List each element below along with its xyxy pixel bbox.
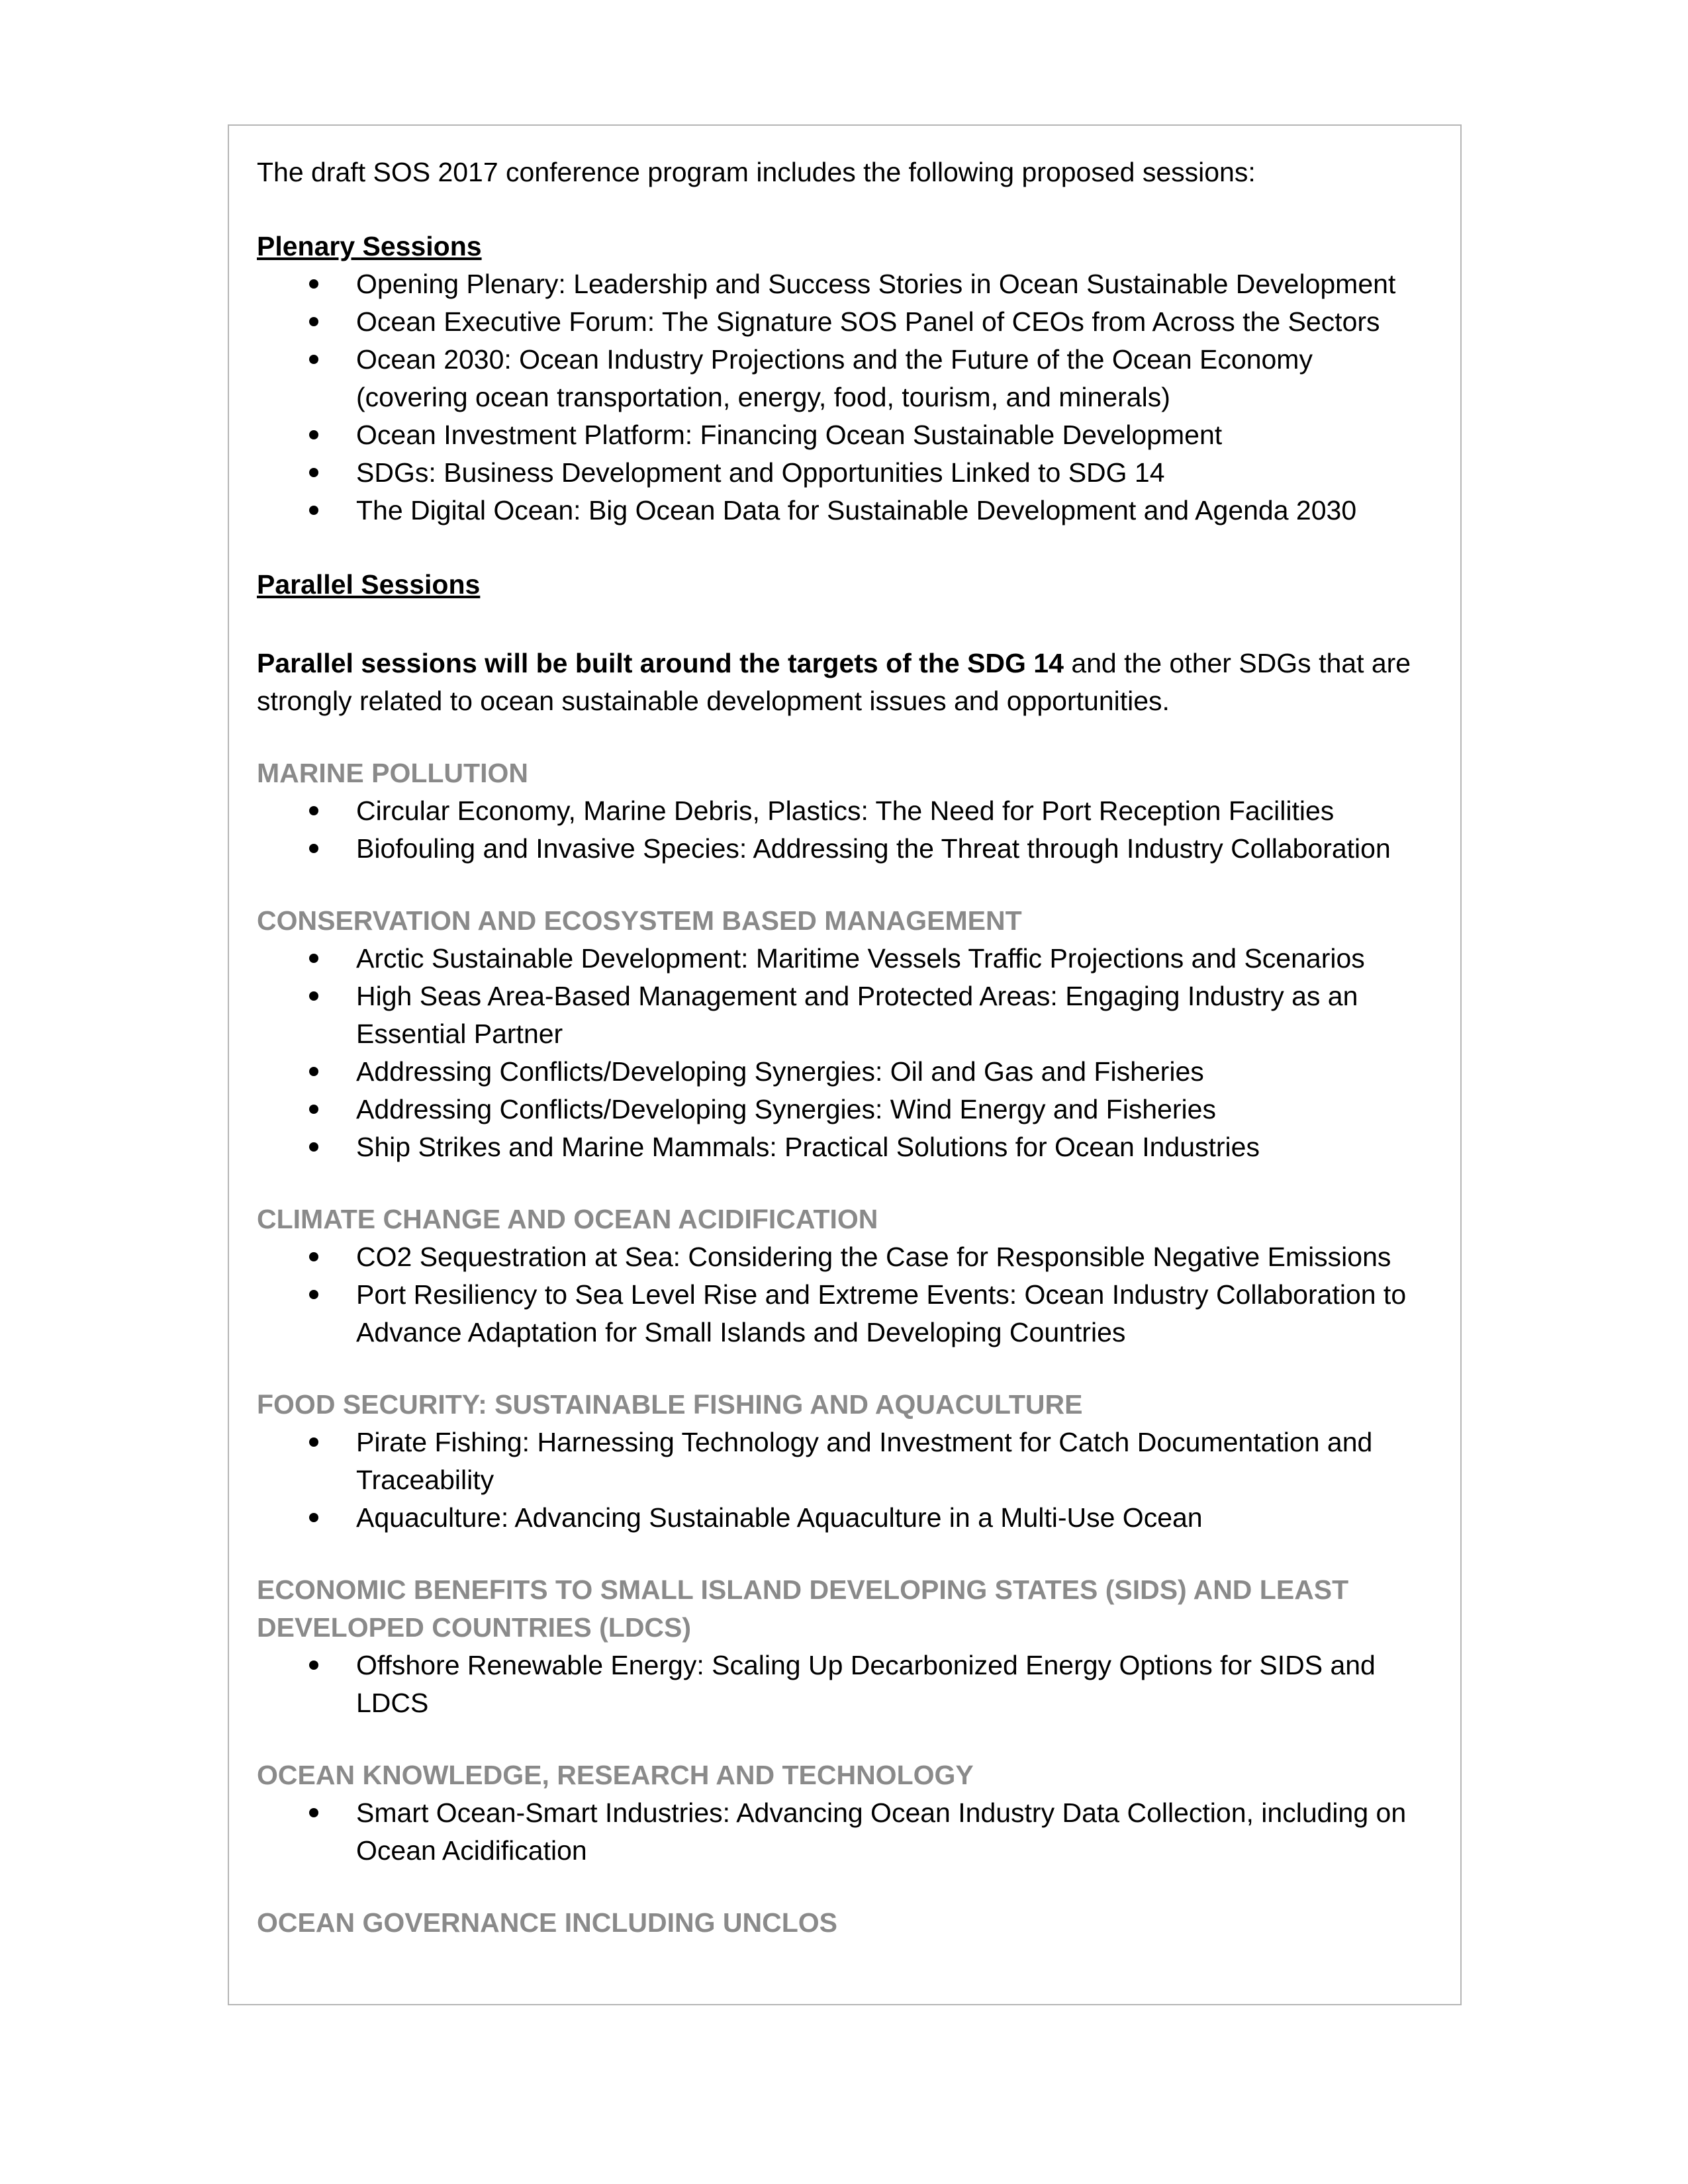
bullet-icon: [309, 1808, 318, 1817]
list-item: Ocean 2030: Ocean Industry Projections and the Future of the Ocean Economy (covering ocean transportation, energy, food, tourism, and minerals): [257, 341, 1442, 416]
list-item: High Seas Area-Based Management and Protected Areas: Engaging Industry as an Essential Partner: [257, 978, 1442, 1053]
bullet-icon: [309, 1437, 318, 1447]
category-heading-marine-pollution: MARINE POLLUTION: [257, 758, 528, 788]
plenary-list: [257, 265, 1442, 529]
category-heading-ocean-governance: OCEAN GOVERNANCE INCLUDING UNCLOS: [257, 1907, 837, 1938]
category-heading-ocean-knowledge: OCEAN KNOWLEDGE, RESEARCH AND TECHNOLOGY: [257, 1760, 974, 1790]
list-item: Opening Plenary: Leadership and Success Stories in Ocean Sustainable Development: [257, 265, 1442, 303]
bullet-icon: [309, 279, 318, 289]
bullet-icon: [309, 954, 318, 963]
list-item: CO2 Sequestration at Sea: Considering the Case for Responsible Negative Emissions: [257, 1238, 1442, 1276]
list-item: Offshore Renewable Energy: Scaling Up Decarbonized Energy Options for SIDS and LDCS: [257, 1647, 1442, 1722]
bullet-icon: [309, 1513, 318, 1522]
category-list-food-security: [257, 1424, 1442, 1537]
category-list-climate-change: [257, 1238, 1442, 1351]
list-item: Aquaculture: Advancing Sustainable Aquaculture in a Multi-Use Ocean: [257, 1499, 1442, 1537]
category-heading-conservation: CONSERVATION AND ECOSYSTEM BASED MANAGEMENT: [257, 905, 1022, 936]
parallel-description-bold: Parallel sessions will be built around the targets of the SDG 14: [257, 648, 1064, 678]
category-list-ocean-knowledge: [257, 1794, 1442, 1870]
category-heading-economic-benefits: ECONOMIC BENEFITS TO SMALL ISLAND DEVELOPING STATES (SIDS) AND LEAST DEVELOPED COUNTRIES (LDCS): [257, 1574, 1349, 1643]
bullet-icon: [309, 806, 318, 815]
intro-text: The draft SOS 2017 conference program includes the following proposed sessions:: [257, 157, 1256, 187]
bullet-icon: [309, 1142, 318, 1152]
list-item: Smart Ocean-Smart Industries: Advancing Ocean Industry Data Collection, including on Ocean Acidification: [257, 1794, 1442, 1870]
list-item: Addressing Conflicts/Developing Synergies: Oil and Gas and Fisheries: [257, 1053, 1442, 1091]
list-item: Biofouling and Invasive Species: Addressing the Threat through Industry Collaboration: [257, 830, 1442, 868]
list-item: SDGs: Business Development and Opportunities Linked to SDG 14: [257, 454, 1442, 492]
bullet-icon: [309, 844, 318, 853]
list-item: The Digital Ocean: Big Ocean Data for Sustainable Development and Agenda 2030: [257, 492, 1442, 529]
list-item: Addressing Conflicts/Developing Synergies: Wind Energy and Fisheries: [257, 1091, 1442, 1128]
bullet-icon: [309, 430, 318, 439]
bullet-icon: [309, 506, 318, 515]
category-heading-climate-change: CLIMATE CHANGE AND OCEAN ACIDIFICATION: [257, 1204, 878, 1234]
list-item: Port Resiliency to Sea Level Rise and Extreme Events: Ocean Industry Collaboration to Advance Adaptation for Small Islands and Developing Countries: [257, 1276, 1442, 1351]
list-item: Ocean Investment Platform: Financing Ocean Sustainable Development: [257, 416, 1442, 454]
parallel-description-rest: and the other SDGs that are strongly related to ocean sustainable development issues and opportunities.: [257, 648, 1411, 716]
category-list-conservation: [257, 940, 1442, 1166]
bullet-icon: [309, 355, 318, 364]
plenary-heading: Plenary Sessions: [257, 231, 482, 261]
category-list-marine-pollution: [257, 792, 1442, 868]
list-item: Pirate Fishing: Harnessing Technology and Investment for Catch Documentation and Traceability: [257, 1424, 1442, 1499]
list-item: Circular Economy, Marine Debris, Plastics: The Need for Port Reception Facilities: [257, 792, 1442, 830]
category-heading-food-security: FOOD SECURITY: SUSTAINABLE FISHING AND AQUACULTURE: [257, 1389, 1083, 1420]
bullet-icon: [309, 468, 318, 477]
parallel-description: [257, 645, 1442, 720]
list-item: Arctic Sustainable Development: Maritime Vessels Traffic Projections and Scenarios: [257, 940, 1442, 978]
bullet-icon: [309, 1661, 318, 1670]
bullet-icon: [309, 1067, 318, 1076]
bullet-icon: [309, 1252, 318, 1261]
list-item: Ocean Executive Forum: The Signature SOS Panel of CEOs from Across the Sectors: [257, 303, 1442, 341]
category-list-economic-benefits: [257, 1647, 1442, 1722]
bullet-icon: [309, 1290, 318, 1299]
bullet-icon: [309, 1105, 318, 1114]
parallel-heading: Parallel Sessions: [257, 569, 481, 600]
bullet-icon: [309, 991, 318, 1001]
document-body: [257, 154, 1442, 1942]
list-item: Ship Strikes and Marine Mammals: Practical Solutions for Ocean Industries: [257, 1128, 1442, 1166]
bullet-icon: [309, 317, 318, 326]
